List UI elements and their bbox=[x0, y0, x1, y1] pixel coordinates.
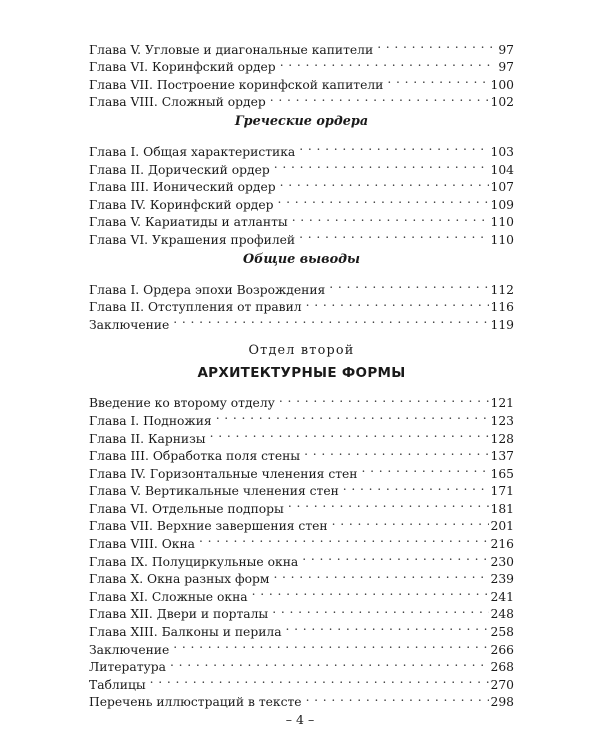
toc-entry-page-number: 104 bbox=[490, 162, 514, 177]
toc-entry-title: Глава IV. Коринфский ордер bbox=[89, 197, 274, 212]
dot-leader bbox=[387, 71, 488, 89]
toc-entry-page-number: 110 bbox=[490, 215, 514, 230]
toc-entry-page-number: 119 bbox=[490, 317, 514, 332]
dot-leader bbox=[362, 460, 489, 478]
dot-leader bbox=[280, 54, 494, 72]
toc-entry-title: Глава III. Ионический ордер bbox=[89, 180, 276, 195]
toc-entry-page-number: 97 bbox=[498, 60, 514, 75]
dot-leader bbox=[170, 654, 489, 672]
dot-leader bbox=[304, 443, 488, 461]
toc-group-general-conclusions bbox=[89, 276, 514, 332]
dot-leader bbox=[273, 566, 488, 584]
toc-entry-page-number: 112 bbox=[490, 282, 514, 297]
toc-entry-title: Глава XIII. Балконы и перила bbox=[89, 625, 282, 640]
toc-entry-title: Глава I. Ордера эпохи Возрождения bbox=[89, 282, 326, 297]
toc-entry-page-number: 241 bbox=[490, 589, 514, 604]
toc-entry-page-number: 123 bbox=[490, 413, 514, 428]
dot-leader bbox=[299, 138, 488, 156]
toc-entry-page-number: 165 bbox=[490, 466, 514, 481]
dot-leader bbox=[302, 548, 488, 566]
toc-entry-title: Глава V. Вертикальные членения стен bbox=[89, 484, 339, 499]
toc-entry-page-number: 258 bbox=[490, 625, 514, 640]
toc-entry-page-number: 266 bbox=[490, 642, 514, 657]
dot-leader bbox=[252, 583, 489, 601]
dot-leader bbox=[173, 636, 488, 654]
toc-group-classical-orders bbox=[89, 36, 514, 110]
toc-entry-title: Глава IX. Полуциркульные окна bbox=[89, 554, 299, 569]
dot-leader bbox=[306, 689, 489, 707]
dot-leader bbox=[279, 390, 489, 408]
toc-entry-title: Заключение bbox=[89, 642, 170, 657]
toc-entry-title: Глава I. Подножия bbox=[89, 413, 212, 428]
toc-entry-title: Глава II. Карнизы bbox=[89, 431, 206, 446]
toc-entry[interactable] bbox=[89, 671, 514, 692]
section-heading-greek-orders: Греческие ордера bbox=[234, 114, 369, 130]
dot-leader bbox=[216, 407, 489, 425]
toc-entry-page-number: 239 bbox=[490, 572, 514, 587]
toc-entry-title: Глава II. Дорический ордер bbox=[89, 162, 270, 177]
dot-leader bbox=[343, 478, 489, 496]
toc-entry-title: Глава VI. Отдельные подпоры bbox=[89, 501, 284, 516]
toc-entry-title: Глава V. Кариатиды и атланты bbox=[89, 215, 288, 230]
toc-entry-title: Глава VI. Коринфский ордер bbox=[89, 60, 276, 75]
toc-entry[interactable] bbox=[89, 138, 514, 159]
toc-entry-title: Глава X. Окна разных форм bbox=[89, 572, 270, 587]
toc-entry-page-number: 270 bbox=[490, 677, 514, 692]
toc-entry-title: Глава VI. Украшения профилей bbox=[89, 232, 296, 247]
toc-entry-title: Перечень иллюстраций в тексте bbox=[89, 695, 302, 710]
toc-entry-title: Глава VIII. Окна bbox=[89, 537, 196, 552]
toc-entry-title: Глава V. Угловые и диагональные капители bbox=[89, 42, 374, 57]
table-of-contents bbox=[89, 36, 514, 710]
toc-entry-title: Заключение bbox=[89, 317, 170, 332]
toc-entry-page-number: 128 bbox=[490, 431, 514, 446]
toc-entry[interactable] bbox=[89, 276, 514, 297]
toc-entry-page-number: 97 bbox=[498, 42, 514, 57]
toc-entry-page-number: 230 bbox=[490, 554, 514, 569]
toc-entry-title: Глава VII. Верхние завершения стен bbox=[89, 519, 328, 534]
toc-entry-page-number: 110 bbox=[490, 232, 514, 247]
dot-leader bbox=[377, 36, 494, 54]
dot-leader bbox=[306, 294, 489, 312]
toc-entry-page-number: 103 bbox=[490, 144, 514, 159]
toc-entry-page-number: 107 bbox=[490, 180, 514, 195]
toc-entry[interactable] bbox=[89, 390, 514, 411]
toc-entry[interactable] bbox=[89, 689, 514, 710]
toc-entry-title: Глава IV. Горизонтальные членения стен bbox=[89, 466, 358, 481]
toc-entry-title: Глава XII. Двери и порталы bbox=[89, 607, 269, 622]
dot-leader bbox=[274, 156, 489, 174]
toc-entry-page-number: 116 bbox=[490, 300, 514, 315]
toc-entry-title: Глава XI. Сложные окна bbox=[89, 589, 248, 604]
toc-group-greek-orders bbox=[89, 138, 514, 247]
dot-leader bbox=[272, 601, 488, 619]
toc-entry-page-number: 216 bbox=[490, 537, 514, 552]
toc-entry-page-number: 137 bbox=[490, 449, 514, 464]
toc-entry-page-number: 100 bbox=[490, 77, 514, 92]
toc-entry[interactable] bbox=[89, 36, 514, 57]
division-title: АРХИТЕКТУРНЫЕ ФОРМЫ bbox=[197, 364, 406, 381]
division-label: Отдел второй bbox=[248, 342, 355, 358]
toc-entry-page-number: 201 bbox=[490, 519, 514, 534]
section-heading-general-conclusions: Общие выводы bbox=[242, 251, 361, 267]
toc-entry-title: Глава III. Обработка поля стены bbox=[89, 449, 301, 464]
toc-entry-title: Глава VIII. Сложный ордер bbox=[89, 95, 266, 110]
toc-entry-page-number: 298 bbox=[490, 695, 514, 710]
dot-leader bbox=[280, 174, 489, 192]
dot-leader bbox=[199, 530, 489, 548]
dot-leader bbox=[173, 311, 488, 329]
toc-group-architectural-forms bbox=[89, 390, 514, 710]
toc-entry-title: Таблицы bbox=[89, 677, 146, 692]
toc-entry-page-number: 109 bbox=[490, 197, 514, 212]
dot-leader bbox=[286, 618, 489, 636]
toc-entry-page-number: 171 bbox=[490, 484, 514, 499]
toc-entry-title: Литература bbox=[89, 660, 166, 675]
toc-entry-page-number: 121 bbox=[490, 396, 514, 411]
dot-leader bbox=[332, 513, 489, 531]
toc-entry-title: Глава II. Отступления от правил bbox=[89, 300, 302, 315]
toc-entry-title: Введение ко второму отделу bbox=[89, 396, 275, 411]
toc-entry-page-number: 268 bbox=[490, 660, 514, 675]
dot-leader bbox=[292, 209, 489, 227]
dot-leader bbox=[288, 495, 489, 513]
toc-entry-page-number: 102 bbox=[490, 95, 514, 110]
dot-leader bbox=[210, 425, 489, 443]
dot-leader bbox=[150, 671, 489, 689]
toc-entry-page-number: 248 bbox=[490, 607, 514, 622]
page-number-footer: – 4 – bbox=[285, 712, 315, 727]
dot-leader bbox=[278, 191, 489, 209]
dot-leader bbox=[270, 89, 489, 107]
toc-entry-page-number: 181 bbox=[490, 501, 514, 516]
toc-entry-title: Глава I. Общая характеристика bbox=[89, 144, 296, 159]
dot-leader bbox=[299, 226, 488, 244]
dot-leader bbox=[329, 276, 488, 294]
toc-entry-title: Глава VII. Построение коринфской капители bbox=[89, 77, 384, 92]
